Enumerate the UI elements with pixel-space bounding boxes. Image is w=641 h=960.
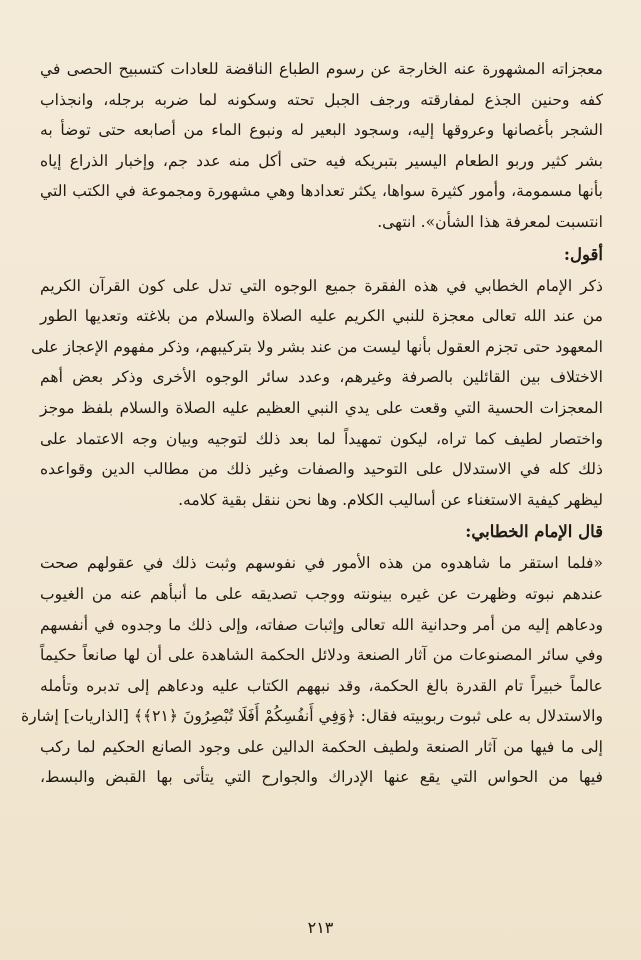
text-line: ودعاهم إليه من أمر وحدانية الله تعالى وإثبات صفاته، وإلى ذلك ما وجدوه في أنفسهم — [40, 615, 603, 634]
text-line: المعهود حتى تجزم العقول بأنها ليست من عند بشر ولا بتركيبهم، وذكر مفهوم الإعجاز على — [31, 337, 603, 356]
text-line: المعجزات الحسية التي وقعت على يدي النبي العظيم عليه الصلاة والسلام بلفظ موجز — [40, 398, 603, 417]
text-line: بشر كثير وربو الطعام اليسير بتبريكه فيه حتى أكل منه عدد جم، وإخبار الذراع إياه — [40, 151, 603, 170]
text-line: عالماً خبيراً تام القدرة بالغ الحكمة، وقد نبههم الكتاب عليه ودعاهم إلى تدبره وتأمله — [40, 676, 603, 695]
text-line: ذلك كله في الاستدلال على التوحيد والصفات وغير ذلك من مطالب الدين وقواعده — [40, 460, 603, 479]
section-heading-khattabi: قال الإمام الخطابي: — [465, 522, 603, 542]
text-line: عندهم نبوته وظهرت عن غيره بينونته ووجب تصديقه على ما أنبأهم عنه من الغيوب — [40, 584, 603, 603]
text-line: واختصار لطيف كما تراه، ليكون تمهيداً لما بعد ذلك لتوجيه وبيان وجه الاعتماد على — [40, 429, 603, 448]
text-line: من عند الله تعالى معجزة للنبي الكريم عليه الصلاة والسلام من بلاغته وتعديها الطور — [40, 307, 603, 326]
text-line: «فلما استقر ما شاهدوه من هذه الأمور في نفوسهم وثبت ذلك في عقولهم صحت — [40, 554, 603, 573]
text-line: إلى ما فيها من آثار الصنعة ولطيف الحكمة الدالين على وجود الصانع الحكيم لما ركب — [40, 737, 603, 756]
text-line: ذكر الإمام الخطابي في هذه الفقرة جميع الوجوه التي تدل على كون القرآن الكريم — [40, 276, 603, 295]
text-line: وفي سائر المصنوعات من آثار الصنعة ودلائل الحكمة الشاهدة على أن لها صانعاً حكيماً — [40, 646, 603, 665]
paragraph-quote-continuation — [40, 54, 603, 238]
paragraph-commentary — [31, 271, 603, 516]
text-line: انتسبت لمعرفة هذا الشأن». انتهى. — [377, 212, 603, 231]
text-line: ليظهر كيفية الاستغناء عن أساليب الكلام. وها نحن ننقل بقية كلامه. — [178, 490, 603, 509]
text-line: بأنها مسمومة، وأمور كثيرة سواها، يكثر تعدادها وهي مشهورة ومجموعة في الكتب التي — [40, 182, 603, 201]
section-heading-aqool: أقول: — [563, 244, 603, 264]
text-line: فيها من الحواس التي يقع عنها الإدراك والجوارح التي يتأتى بها القبض والبسط، — [40, 768, 603, 787]
paragraph-quote — [20, 548, 603, 793]
text-line: الاختلاف بين القائلين بالصرفة وغيرهم، وعدد سائر الوجوه الأخرى وذكر بعض أهم — [40, 368, 603, 387]
page-text — [20, 54, 603, 793]
text-line: الشجر بأغصانها وعروقها إليه، وسجود البعير له ونبوع الماء من أصابعه حتى توضأ به — [40, 121, 603, 140]
text-line: معجزاته المشهورة عنه الخارجة عن رسوم الطباع الناقضة للعادات كتسبيح الحصى في — [40, 60, 603, 78]
page-number: ٢١٣ — [307, 918, 334, 937]
text-line: كفه وحنين الجذع لمفارقته ورجف الجبل تحته وسكونه لما ضربه برجله، وانجذاب — [40, 90, 603, 109]
text-line: والاستدلال به على ثبوت ربوبيته فقال: ﴿وَفِي أَنفُسِكُمْ أَفَلَا تُبْصِرُونَ ﴿٢١﴾﴾ [الذاريات] إشارة — [20, 707, 603, 726]
